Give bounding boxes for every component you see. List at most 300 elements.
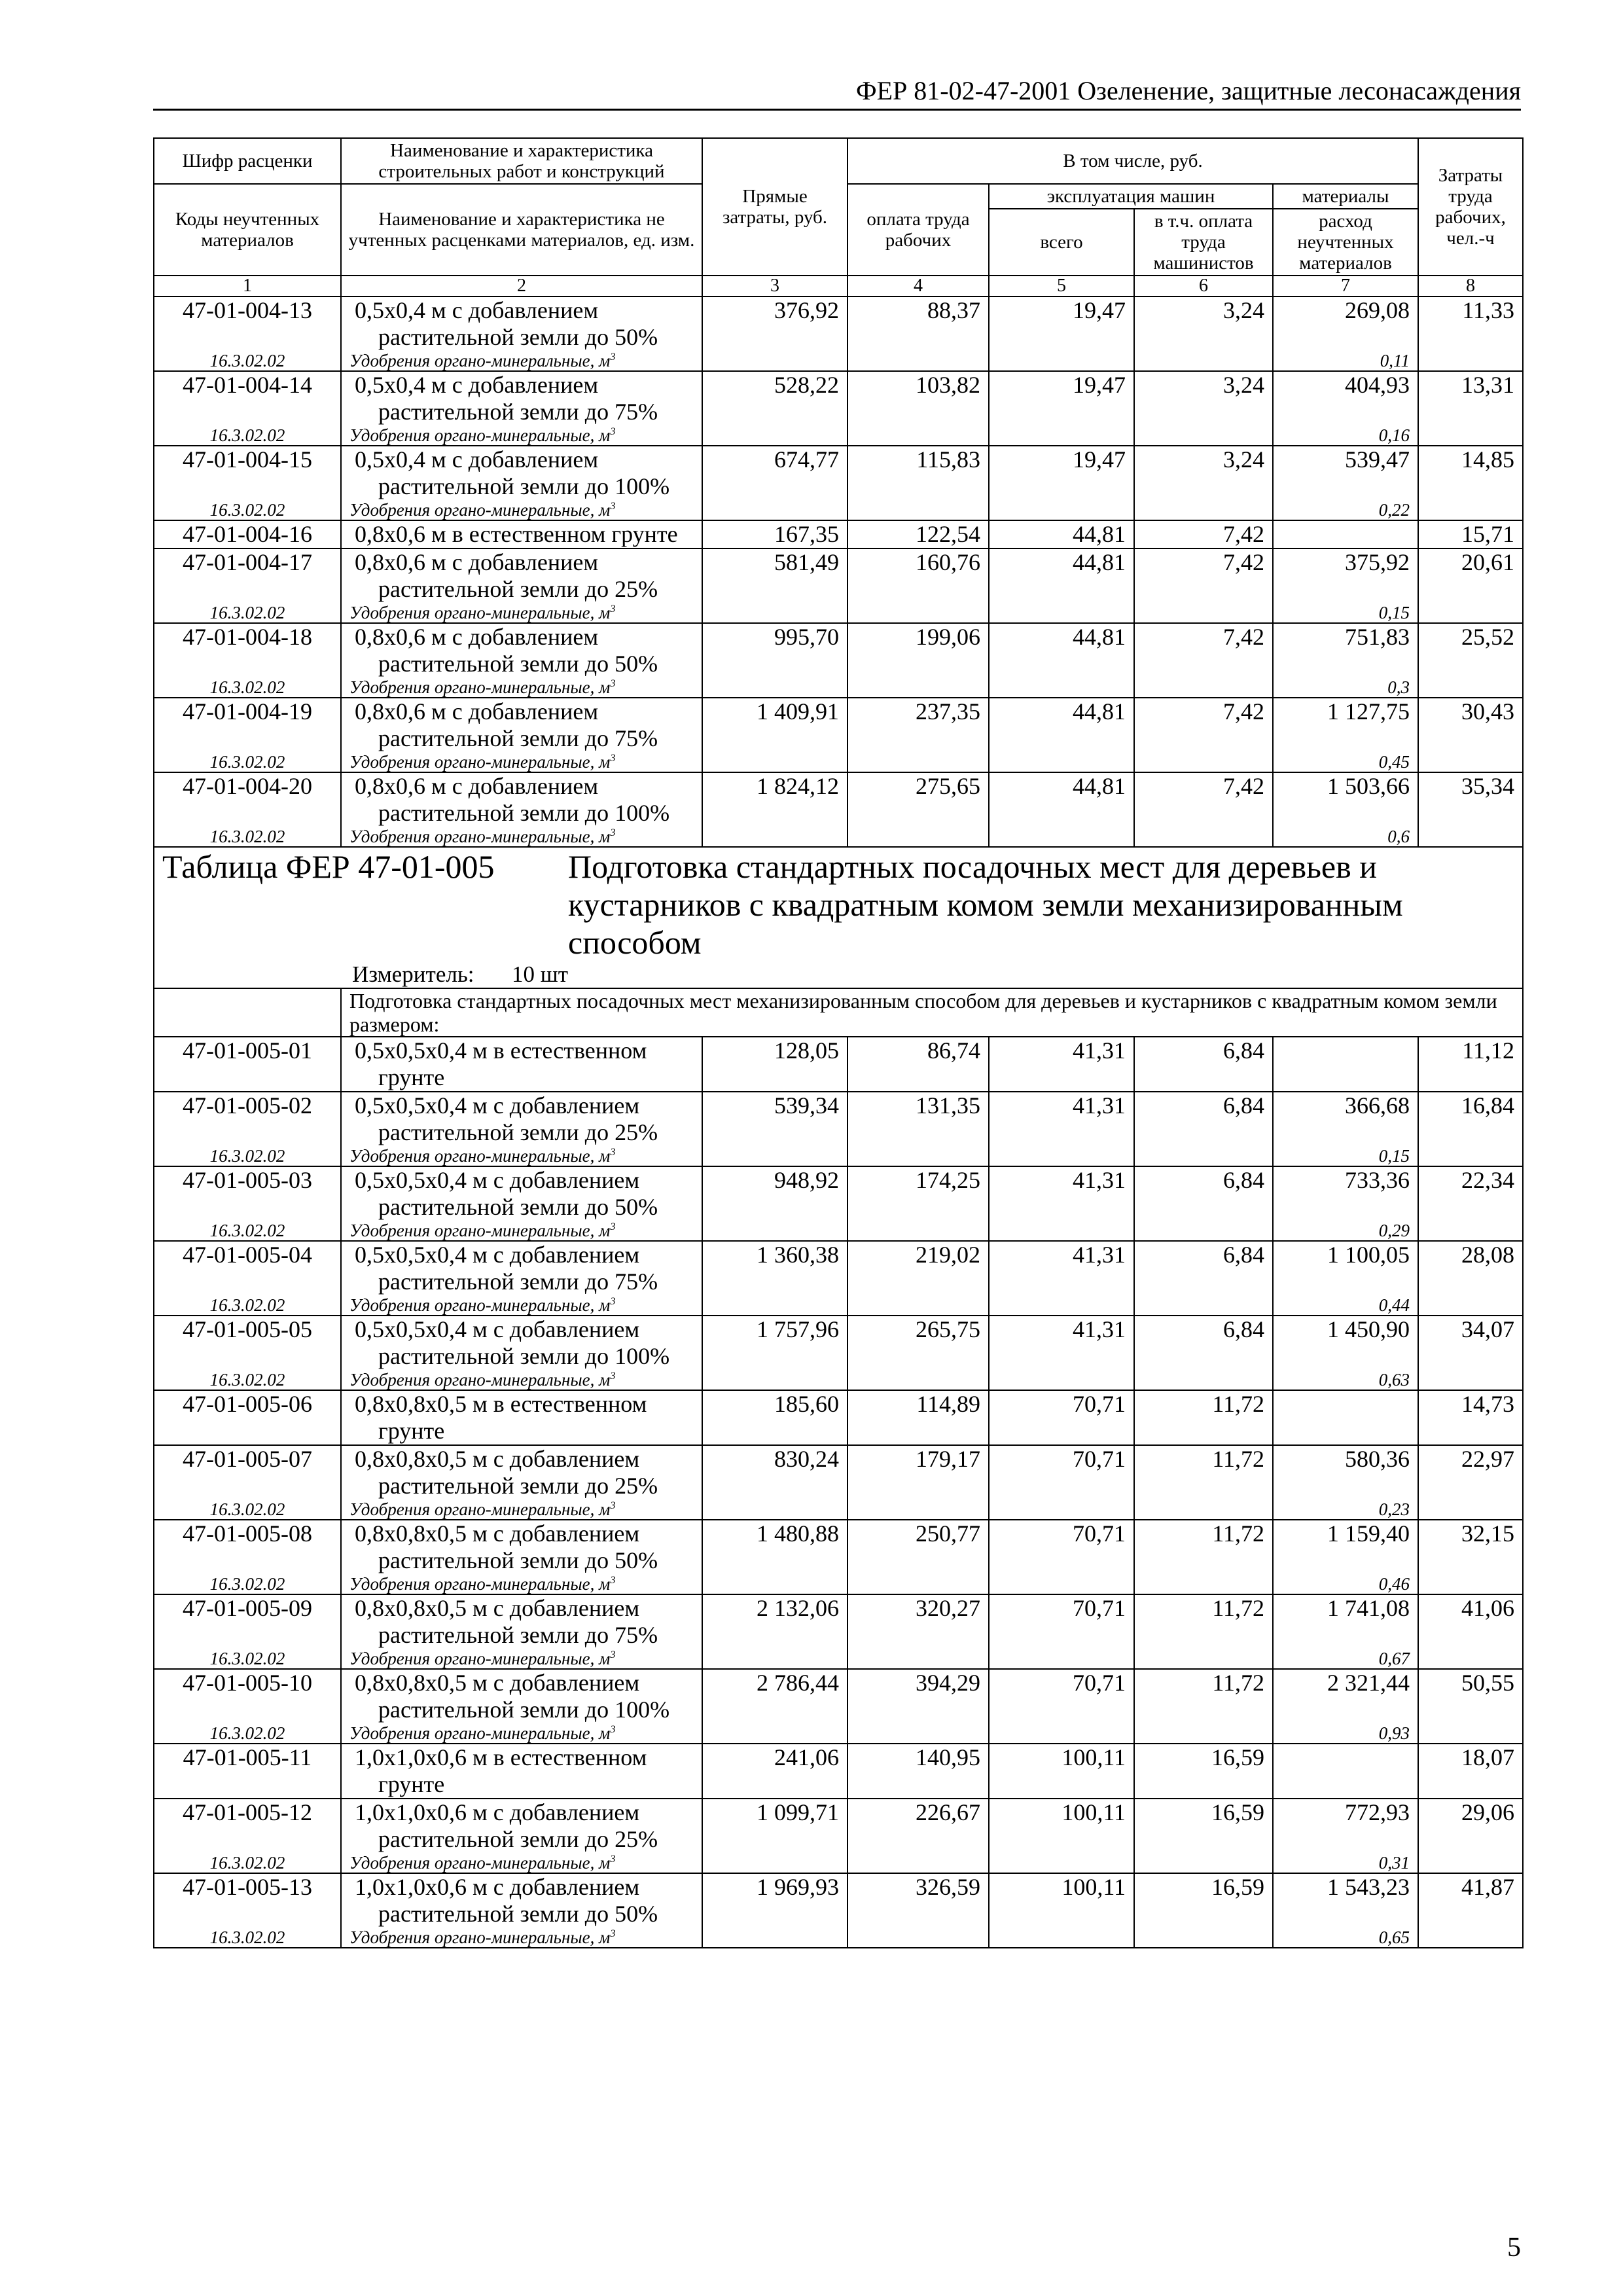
rate-name: 0,5х0,5х0,4 м с добавлением растительной земли до 75% <box>341 1241 702 1295</box>
materials-cost: 404,93 <box>1273 371 1418 425</box>
unit-superscript: 3 <box>610 1853 616 1865</box>
unit-superscript: 3 <box>610 677 616 689</box>
machinists-pay: 7,42 <box>1134 698 1273 752</box>
machines-cost: 19,47 <box>989 371 1134 425</box>
material-qty: 0,63 <box>1273 1370 1418 1390</box>
machines-cost: 70,71 <box>989 1669 1134 1723</box>
rate-code: 47-01-005-09 <box>154 1594 341 1649</box>
material-qty: 0,93 <box>1273 1723 1418 1744</box>
material-code: 16.3.02.02 <box>154 1723 341 1744</box>
direct-cost: 1 099,71 <box>702 1799 847 1853</box>
machines-cost: 100,11 <box>989 1744 1134 1799</box>
labor-pay: 237,35 <box>847 698 989 752</box>
material-code: 16.3.02.02 <box>154 603 341 623</box>
material-qty: 0,16 <box>1273 425 1418 446</box>
rate-name: 0,5х0,5х0,4 м с добавлением растительной земли до 25% <box>341 1092 702 1146</box>
table-row <box>154 1390 1523 1445</box>
material-qty: 0,44 <box>1273 1295 1418 1316</box>
table-row <box>154 1037 1523 1092</box>
col-name: Наименование и характеристика строительных работ и конструкций <box>341 138 702 184</box>
machinists-pay: 11,72 <box>1134 1594 1273 1649</box>
materials-cost: 1 543,23 <box>1273 1873 1418 1928</box>
labor-pay: 275,65 <box>847 772 989 827</box>
direct-cost: 1 757,96 <box>702 1316 847 1370</box>
material-name: Удобрения органо-минеральные, $м^3$ <box>341 425 702 446</box>
machinists-pay: 6,84 <box>1134 1316 1273 1370</box>
direct-cost: 1 409,91 <box>702 698 847 752</box>
machinists-pay: 6,84 <box>1134 1092 1273 1146</box>
rate-code: 47-01-005-03 <box>154 1166 341 1221</box>
table-row <box>154 1520 1523 1574</box>
labor-hours: 32,15 <box>1418 1520 1523 1574</box>
table-row <box>154 1316 1523 1370</box>
labor-pay: 179,17 <box>847 1445 989 1499</box>
direct-cost: 830,24 <box>702 1445 847 1499</box>
table-row <box>154 1241 1523 1295</box>
material-name: Удобрения органо-минеральные, $м^3$ <box>341 1295 702 1316</box>
table-row <box>154 1873 1523 1928</box>
machines-cost: 41,31 <box>989 1037 1134 1092</box>
direct-cost: 528,22 <box>702 371 847 425</box>
table-row <box>154 698 1523 752</box>
labor-hours: 20,61 <box>1418 548 1523 603</box>
machinists-pay: 11,72 <box>1134 1390 1273 1445</box>
machinists-pay: 6,84 <box>1134 1166 1273 1221</box>
machinists-pay: 6,84 <box>1134 1037 1273 1092</box>
rate-name: 0,8х0,6 м с добавлением растительной земли до 25% <box>341 548 702 603</box>
rate-name: 0,5х0,5х0,4 м с добавлением растительной земли до 50% <box>341 1166 702 1221</box>
materials-cost <box>1273 1390 1418 1445</box>
materials-cost: 1 450,90 <box>1273 1316 1418 1370</box>
machinists-pay: 16,59 <box>1134 1799 1273 1853</box>
machines-cost: 44,81 <box>989 520 1134 548</box>
labor-pay: 326,59 <box>847 1873 989 1928</box>
rate-name: 0,5х0,5х0,4 м с добавлением растительной земли до 100% <box>341 1316 702 1370</box>
materials-cost: 375,92 <box>1273 548 1418 603</box>
rates-table <box>153 137 1524 1948</box>
rate-code: 47-01-004-14 <box>154 371 341 425</box>
material-code: 16.3.02.02 <box>154 1499 341 1520</box>
unit-superscript: 3 <box>610 1649 616 1660</box>
unit-superscript: 3 <box>610 1499 616 1511</box>
rate-code: 47-01-005-02 <box>154 1092 341 1146</box>
materials-cost: 2 321,44 <box>1273 1669 1418 1723</box>
direct-cost: 2 132,06 <box>702 1594 847 1649</box>
rate-name: 0,8х0,6 м с добавлением растительной земли до 100% <box>341 772 702 827</box>
material-row <box>154 1574 1523 1594</box>
machinists-pay: 7,42 <box>1134 623 1273 677</box>
col-incl: В том числе, руб. <box>847 138 1418 184</box>
table-section-005 <box>154 1037 1523 1948</box>
machines-cost: 19,47 <box>989 296 1134 351</box>
materials-cost <box>1273 1744 1418 1799</box>
col-labor-pay: оплата труда рабочих <box>847 184 989 276</box>
material-name: Удобрения органо-минеральные, $м^3$ <box>341 1574 702 1594</box>
machines-cost: 41,31 <box>989 1316 1134 1370</box>
rate-name: 0,5х0,5х0,4 м в естественном грунте <box>341 1037 702 1092</box>
measure-label: Измеритель: <box>352 961 474 987</box>
direct-cost: 1 824,12 <box>702 772 847 827</box>
labor-pay: 140,95 <box>847 1744 989 1799</box>
materials-cost: 1 127,75 <box>1273 698 1418 752</box>
labor-pay: 265,75 <box>847 1316 989 1370</box>
rate-name: 0,5х0,4 м с добавлением растительной земли до 75% <box>341 371 702 425</box>
unit-superscript: 3 <box>610 500 616 512</box>
unit-superscript: 3 <box>610 1928 616 1939</box>
materials-cost: 733,36 <box>1273 1166 1418 1221</box>
rate-code: 47-01-004-17 <box>154 548 341 603</box>
materials-cost: 751,83 <box>1273 623 1418 677</box>
labor-pay: 394,29 <box>847 1669 989 1723</box>
material-code: 16.3.02.02 <box>154 1853 341 1873</box>
direct-cost: 167,35 <box>702 520 847 548</box>
unit-superscript: 3 <box>610 1295 616 1307</box>
material-qty: 0,22 <box>1273 500 1418 520</box>
materials-cost: 1 741,08 <box>1273 1594 1418 1649</box>
rate-code: 47-01-005-07 <box>154 1445 341 1499</box>
column-numbers-row: 1 2 3 4 5 6 7 8 <box>154 276 1523 296</box>
material-name: Удобрения органо-минеральные, $м^3$ <box>341 752 702 772</box>
direct-cost: 1 480,88 <box>702 1520 847 1574</box>
machinists-pay: 16,59 <box>1134 1744 1273 1799</box>
labor-pay: 114,89 <box>847 1390 989 1445</box>
rate-code: 47-01-005-01 <box>154 1037 341 1092</box>
table-row <box>154 1166 1523 1221</box>
material-row <box>154 1723 1523 1744</box>
machines-cost: 70,71 <box>989 1520 1134 1574</box>
rate-code: 47-01-004-15 <box>154 446 341 500</box>
labor-hours: 18,07 <box>1418 1744 1523 1799</box>
col-direct: Прямые затраты, руб. <box>702 138 847 276</box>
labor-hours: 41,87 <box>1418 1873 1523 1928</box>
rate-code: 47-01-004-20 <box>154 772 341 827</box>
labor-hours: 35,34 <box>1418 772 1523 827</box>
material-code: 16.3.02.02 <box>154 1370 341 1390</box>
material-code: 16.3.02.02 <box>154 1928 341 1948</box>
col-labor: Затраты труда рабочих, чел.-ч <box>1418 138 1523 276</box>
labor-pay: 86,74 <box>847 1037 989 1092</box>
machines-cost: 100,11 <box>989 1799 1134 1853</box>
machinists-pay: 6,84 <box>1134 1241 1273 1295</box>
material-name: Удобрения органо-минеральные, $м^3$ <box>341 1221 702 1241</box>
machinists-pay: 11,72 <box>1134 1445 1273 1499</box>
material-name: Удобрения органо-минеральные, $м^3$ <box>341 1853 702 1873</box>
direct-cost: 1 360,38 <box>702 1241 847 1295</box>
material-code: 16.3.02.02 <box>154 1574 341 1594</box>
material-row <box>154 1928 1523 1948</box>
materials-cost <box>1273 1037 1418 1092</box>
machines-cost: 44,81 <box>989 772 1134 827</box>
unit-superscript: 3 <box>610 1370 616 1382</box>
material-code: 16.3.02.02 <box>154 500 341 520</box>
rate-name: 0,5х0,4 м с добавлением растительной земли до 100% <box>341 446 702 500</box>
labor-hours: 28,08 <box>1418 1241 1523 1295</box>
machinists-pay: 11,72 <box>1134 1520 1273 1574</box>
material-code: 16.3.02.02 <box>154 1295 341 1316</box>
labor-pay: 174,25 <box>847 1166 989 1221</box>
direct-cost: 128,05 <box>702 1037 847 1092</box>
table-row <box>154 548 1523 603</box>
materials-cost: 269,08 <box>1273 296 1418 351</box>
material-code: 16.3.02.02 <box>154 1221 341 1241</box>
material-name: Удобрения органо-минеральные, $м^3$ <box>341 1928 702 1948</box>
materials-cost: 1 503,66 <box>1273 772 1418 827</box>
rate-name: 0,8х0,8х0,5 м в естественном грунте <box>341 1390 702 1445</box>
rate-name: 0,8х0,6 м с добавлением растительной земли до 50% <box>341 623 702 677</box>
machines-cost: 44,81 <box>989 548 1134 603</box>
material-qty: 0,6 <box>1273 827 1418 847</box>
labor-hours: 22,97 <box>1418 1445 1523 1499</box>
table-row <box>154 1445 1523 1499</box>
col-cipher: Шифр расценки <box>154 138 341 184</box>
labor-hours: 13,31 <box>1418 371 1523 425</box>
unit-superscript: 3 <box>610 425 616 437</box>
material-code: 16.3.02.02 <box>154 752 341 772</box>
material-code: 16.3.02.02 <box>154 827 341 847</box>
table-row <box>154 1744 1523 1799</box>
rate-code: 47-01-004-18 <box>154 623 341 677</box>
unit-superscript: 3 <box>610 1221 616 1232</box>
table-title: Подготовка стандартных посадочных мест для деревьев и кустарников с квадратным комом земли механизированным способом <box>568 848 1403 961</box>
col-machines: эксплуатация машин <box>989 184 1273 209</box>
machinists-pay: 3,24 <box>1134 446 1273 500</box>
direct-cost: 539,34 <box>702 1092 847 1146</box>
material-row <box>154 827 1523 847</box>
rate-code: 47-01-005-11 <box>154 1744 341 1799</box>
labor-pay: 88,37 <box>847 296 989 351</box>
rate-name: 0,8х0,8х0,5 м с добавлением растительной земли до 75% <box>341 1594 702 1649</box>
table-row <box>154 446 1523 500</box>
material-qty: 0,46 <box>1273 1574 1418 1594</box>
materials-cost: 366,68 <box>1273 1092 1418 1146</box>
unit-superscript: 3 <box>610 603 616 615</box>
rate-name: 0,8х0,8х0,5 м с добавлением растительной земли до 100% <box>341 1669 702 1723</box>
machines-cost: 41,31 <box>989 1166 1134 1221</box>
labor-hours: 25,52 <box>1418 623 1523 677</box>
material-qty: 0,15 <box>1273 1146 1418 1166</box>
rate-code: 47-01-005-08 <box>154 1520 341 1574</box>
direct-cost: 376,92 <box>702 296 847 351</box>
labor-hours: 16,84 <box>1418 1092 1523 1146</box>
materials-cost: 1 159,40 <box>1273 1520 1418 1574</box>
unit-superscript: 3 <box>610 1574 616 1586</box>
rate-name: 0,8х0,6 м с добавлением растительной земли до 75% <box>341 698 702 752</box>
material-code: 16.3.02.02 <box>154 351 341 371</box>
machines-cost: 44,81 <box>989 698 1134 752</box>
table-row <box>154 520 1523 548</box>
labor-hours: 34,07 <box>1418 1316 1523 1370</box>
machines-cost: 70,71 <box>989 1390 1134 1445</box>
material-row <box>154 1295 1523 1316</box>
col-name-mat: Наименование и характеристика не учтенных расценками материалов, ед. изм. <box>341 184 702 276</box>
machines-cost: 41,31 <box>989 1092 1134 1146</box>
direct-cost: 241,06 <box>702 1744 847 1799</box>
table-description: Подготовка стандартных посадочных мест механизированным способом для деревьев и кустарников с квадратным комом земли размером: <box>341 988 1523 1037</box>
rate-name: 1,0х1,0х0,6 м в естественном грунте <box>341 1744 702 1799</box>
direct-cost: 185,60 <box>702 1390 847 1445</box>
material-qty: 0,29 <box>1273 1221 1418 1241</box>
machinists-pay: 16,59 <box>1134 1873 1273 1928</box>
table-section-004 <box>154 296 1523 847</box>
material-row <box>154 1370 1523 1390</box>
direct-cost: 1 969,93 <box>702 1873 847 1928</box>
rate-name: 0,8х0,8х0,5 м с добавлением растительной земли до 50% <box>341 1520 702 1574</box>
labor-pay: 115,83 <box>847 446 989 500</box>
col-materials-uncounted: расход неучтенных материалов <box>1273 209 1418 276</box>
direct-cost: 581,49 <box>702 548 847 603</box>
measure-line <box>162 961 1514 988</box>
material-row <box>154 500 1523 520</box>
material-row <box>154 425 1523 446</box>
material-qty: 0,11 <box>1273 351 1418 371</box>
table-label: Таблица ФЕР 47-01-005 <box>162 848 495 885</box>
labor-hours: 30,43 <box>1418 698 1523 752</box>
direct-cost: 674,77 <box>702 446 847 500</box>
material-code: 16.3.02.02 <box>154 1649 341 1669</box>
rate-name: 1,0х1,0х0,6 м с добавлением растительной земли до 25% <box>341 1799 702 1853</box>
material-name: Удобрения органо-минеральные, $м^3$ <box>341 677 702 698</box>
labor-hours: 14,73 <box>1418 1390 1523 1445</box>
table-row <box>154 772 1523 827</box>
material-row <box>154 1853 1523 1873</box>
table-row <box>154 1092 1523 1146</box>
col-machinists-pay: в т.ч. оплата труда машинистов <box>1134 209 1273 276</box>
labor-hours: 22,34 <box>1418 1166 1523 1221</box>
page-number: 5 <box>1507 2233 1521 2263</box>
material-name: Удобрения органо-минеральные, $м^3$ <box>341 1146 702 1166</box>
rate-name: 0,8х0,6 м в естественном грунте <box>341 520 702 548</box>
labor-pay: 122,54 <box>847 520 989 548</box>
labor-hours: 11,12 <box>1418 1037 1523 1092</box>
unit-superscript: 3 <box>610 1146 616 1158</box>
machinists-pay: 3,24 <box>1134 296 1273 351</box>
labor-pay: 219,02 <box>847 1241 989 1295</box>
material-row <box>154 603 1523 623</box>
machinists-pay: 7,42 <box>1134 772 1273 827</box>
rate-code: 47-01-004-16 <box>154 520 341 548</box>
material-code: 16.3.02.02 <box>154 425 341 446</box>
material-code: 16.3.02.02 <box>154 677 341 698</box>
material-name: Удобрения органо-минеральные, $м^3$ <box>341 1370 702 1390</box>
unit-superscript: 3 <box>610 1723 616 1735</box>
material-row <box>154 677 1523 698</box>
table-description-row <box>154 988 1523 1037</box>
labor-pay: 131,35 <box>847 1092 989 1146</box>
table-row <box>154 1669 1523 1723</box>
rate-name: 1,0х1,0х0,6 м с добавлением растительной земли до 50% <box>341 1873 702 1928</box>
col-materials: материалы <box>1273 184 1418 209</box>
table-row <box>154 1799 1523 1853</box>
table-row <box>154 623 1523 677</box>
material-name: Удобрения органо-минеральные, $м^3$ <box>341 827 702 847</box>
table-title-row <box>154 847 1523 988</box>
material-name: Удобрения органо-минеральные, $м^3$ <box>341 351 702 371</box>
material-name: Удобрения органо-минеральные, $м^3$ <box>341 1723 702 1744</box>
machinists-pay: 11,72 <box>1134 1669 1273 1723</box>
machines-cost: 19,47 <box>989 446 1134 500</box>
machines-cost: 70,71 <box>989 1594 1134 1649</box>
rate-code: 47-01-005-06 <box>154 1390 341 1445</box>
rate-code: 47-01-005-12 <box>154 1799 341 1853</box>
rate-name: 0,8х0,8х0,5 м с добавлением растительной земли до 25% <box>341 1445 702 1499</box>
labor-pay: 199,06 <box>847 623 989 677</box>
material-row <box>154 1221 1523 1241</box>
material-row <box>154 351 1523 371</box>
material-name: Удобрения органо-минеральные, $м^3$ <box>341 1649 702 1669</box>
machines-cost: 41,31 <box>989 1241 1134 1295</box>
machinists-pay: 7,42 <box>1134 520 1273 548</box>
material-name: Удобрения органо-минеральные, $м^3$ <box>341 500 702 520</box>
material-row <box>154 1649 1523 1669</box>
labor-hours: 14,85 <box>1418 446 1523 500</box>
rate-code: 47-01-005-04 <box>154 1241 341 1295</box>
machines-cost: 70,71 <box>989 1445 1134 1499</box>
machinists-pay: 3,24 <box>1134 371 1273 425</box>
material-name: Удобрения органо-минеральные, $м^3$ <box>341 603 702 623</box>
material-row <box>154 1499 1523 1520</box>
rate-code: 47-01-004-13 <box>154 296 341 351</box>
col-codes: Коды неучтенных материалов <box>154 184 341 276</box>
direct-cost: 995,70 <box>702 623 847 677</box>
measure-value: 10 шт <box>512 961 569 987</box>
material-qty: 0,15 <box>1273 603 1418 623</box>
machinists-pay: 7,42 <box>1134 548 1273 603</box>
labor-hours: 29,06 <box>1418 1799 1523 1853</box>
labor-pay: 160,76 <box>847 548 989 603</box>
material-name: Удобрения органо-минеральные, $м^3$ <box>341 1499 702 1520</box>
labor-pay: 226,67 <box>847 1799 989 1853</box>
material-qty: 0,67 <box>1273 1649 1418 1669</box>
labor-pay: 250,77 <box>847 1520 989 1574</box>
rate-name: 0,5х0,4 м с добавлением растительной земли до 50% <box>341 296 702 351</box>
labor-hours: 11,33 <box>1418 296 1523 351</box>
unit-superscript: 3 <box>610 351 616 363</box>
materials-cost: 580,36 <box>1273 1445 1418 1499</box>
labor-pay: 320,27 <box>847 1594 989 1649</box>
materials-cost: 1 100,05 <box>1273 1241 1418 1295</box>
labor-hours: 41,06 <box>1418 1594 1523 1649</box>
machines-cost: 44,81 <box>989 623 1134 677</box>
rate-code: 47-01-004-19 <box>154 698 341 752</box>
material-qty: 0,23 <box>1273 1499 1418 1520</box>
unit-superscript: 3 <box>610 827 616 838</box>
material-qty: 0,45 <box>1273 752 1418 772</box>
material-row <box>154 752 1523 772</box>
material-qty: 0,65 <box>1273 1928 1418 1948</box>
rate-code: 47-01-005-10 <box>154 1669 341 1723</box>
material-qty: 0,31 <box>1273 1853 1418 1873</box>
materials-cost: 772,93 <box>1273 1799 1418 1853</box>
page-header: ФЕР 81-02-47-2001 Озеленение, защитные лесонасаждения <box>153 73 1521 111</box>
direct-cost: 2 786,44 <box>702 1669 847 1723</box>
labor-hours: 50,55 <box>1418 1669 1523 1723</box>
labor-pay: 103,82 <box>847 371 989 425</box>
materials-cost <box>1273 520 1418 548</box>
table-row <box>154 1594 1523 1649</box>
unit-superscript: 3 <box>610 752 616 764</box>
materials-cost: 539,47 <box>1273 446 1418 500</box>
material-row <box>154 1146 1523 1166</box>
labor-hours: 15,71 <box>1418 520 1523 548</box>
direct-cost: 948,92 <box>702 1166 847 1221</box>
table-row <box>154 371 1523 425</box>
rate-code: 47-01-005-05 <box>154 1316 341 1370</box>
material-qty: 0,3 <box>1273 677 1418 698</box>
machines-cost: 100,11 <box>989 1873 1134 1928</box>
table-row <box>154 296 1523 351</box>
material-code: 16.3.02.02 <box>154 1146 341 1166</box>
rate-code: 47-01-005-13 <box>154 1873 341 1928</box>
